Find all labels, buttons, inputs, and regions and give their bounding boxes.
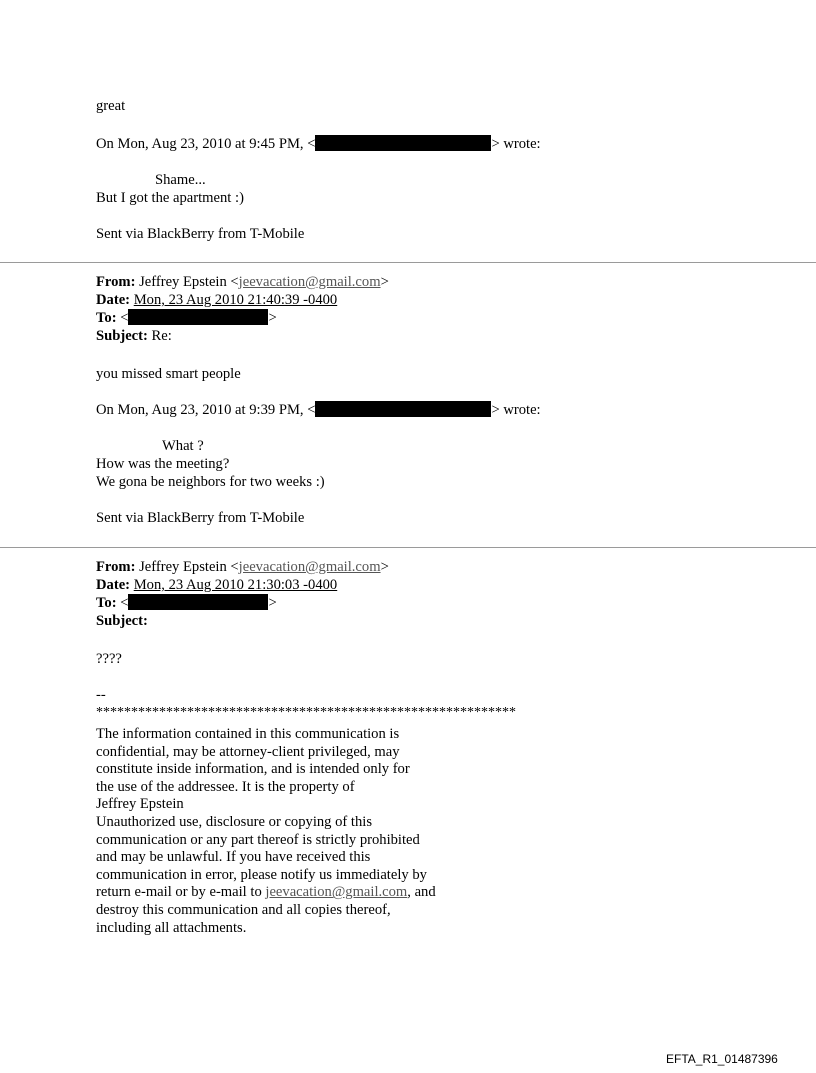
disclaimer-line: Jeffrey Epstein [96,796,184,813]
email2-quoted-line: What ? [162,438,204,454]
subject-label: Subject: [96,328,148,344]
disclaimer-line [96,884,516,902]
email2-from-row [96,273,389,291]
email1-signature: Sent via BlackBerry from T-Mobile [96,226,305,242]
disclaimer-line: The information contained in this communication is [96,726,400,742]
to-label: To: [96,310,117,326]
to-open: < [120,310,129,326]
confidentiality-disclaimer [96,726,516,937]
subject-value: Re: [151,328,172,344]
redaction-box [128,594,268,610]
email2-to-row [96,309,277,327]
subject-label: Subject: [96,613,148,629]
email2-quote-header [96,401,541,419]
to-close: > [268,310,277,326]
email3-body: ???? [96,651,122,667]
email2-subject-row [96,327,172,345]
to-open: < [120,595,129,611]
disclaimer-line: including all attachments. [96,919,247,936]
email1-body: great [96,98,126,114]
quote-suffix: > wrote: [491,136,541,152]
email3-to-row [96,594,277,612]
from-close: > [380,274,389,290]
email2-signature: Sent via BlackBerry from T-Mobile [96,510,305,526]
email2-quoted-line: How was the meeting? [96,456,230,472]
to-label: To: [96,595,117,611]
message-divider [0,262,816,263]
email1-quoted-line: Shame... [155,172,206,188]
from-name: Jeffrey Epstein < [139,559,239,575]
from-name: Jeffrey Epstein < [139,274,239,290]
disclaimer-line: destroy this communication and all copies thereof, [96,901,391,918]
disclaimer-text: , and [407,884,436,901]
message-divider [0,547,816,548]
email3-date-row [96,576,337,594]
redaction-box [315,135,491,151]
disclaimer-line: and may be unlawful. If you have received this [96,849,371,866]
from-label: From: [96,274,136,290]
email2-quoted-line: We gona be neighbors for two weeks :) [96,474,325,490]
document-id: EFTA_R1_01487396 [666,1052,778,1066]
date-label: Date: [96,292,131,308]
from-label: From: [96,559,136,575]
date-value: Mon, 23 Aug 2010 21:40:39 -0400 [133,292,338,308]
signature-stars: ************************************************************ [96,705,516,720]
date-label: Date: [96,577,131,593]
from-email-link[interactable]: jeevacation@gmail.com [238,559,381,575]
to-close: > [268,595,277,611]
quote-prefix: On Mon, Aug 23, 2010 at 9:45 PM, < [96,136,316,152]
email2-date-row [96,291,337,309]
email3-from-row [96,558,389,576]
from-close: > [380,559,389,575]
email3-subject-row [96,612,148,630]
email1-quote-header [96,135,541,153]
quote-prefix: On Mon, Aug 23, 2010 at 9:39 PM, < [96,402,316,418]
redaction-box [128,309,268,325]
disclaimer-line: communication or any part thereof is strictly prohibited [96,831,420,848]
disclaimer-text: return e-mail or by e-mail to [96,884,266,901]
email2-body: you missed smart people [96,366,241,382]
from-email-link[interactable]: jeevacation@gmail.com [238,274,381,290]
disclaimer-line: confidential, may be attorney-client privileged, may [96,743,400,760]
date-value: Mon, 23 Aug 2010 21:30:03 -0400 [133,577,338,593]
quote-suffix: > wrote: [491,402,541,418]
disclaimer-line: Unauthorized use, disclosure or copying of this [96,813,373,830]
disclaimer-line: the use of the addressee. It is the property of [96,778,355,795]
disclaimer-line: constitute inside information, and is intended only for [96,761,410,778]
disclaimer-line: communication in error, please notify us immediately by [96,866,427,883]
email1-quoted-line: But I got the apartment :) [96,190,244,206]
signature-dashes: -- [96,687,106,703]
redaction-box [315,401,491,417]
disclaimer-email-link[interactable]: jeevacation@gmail.com [265,884,408,901]
